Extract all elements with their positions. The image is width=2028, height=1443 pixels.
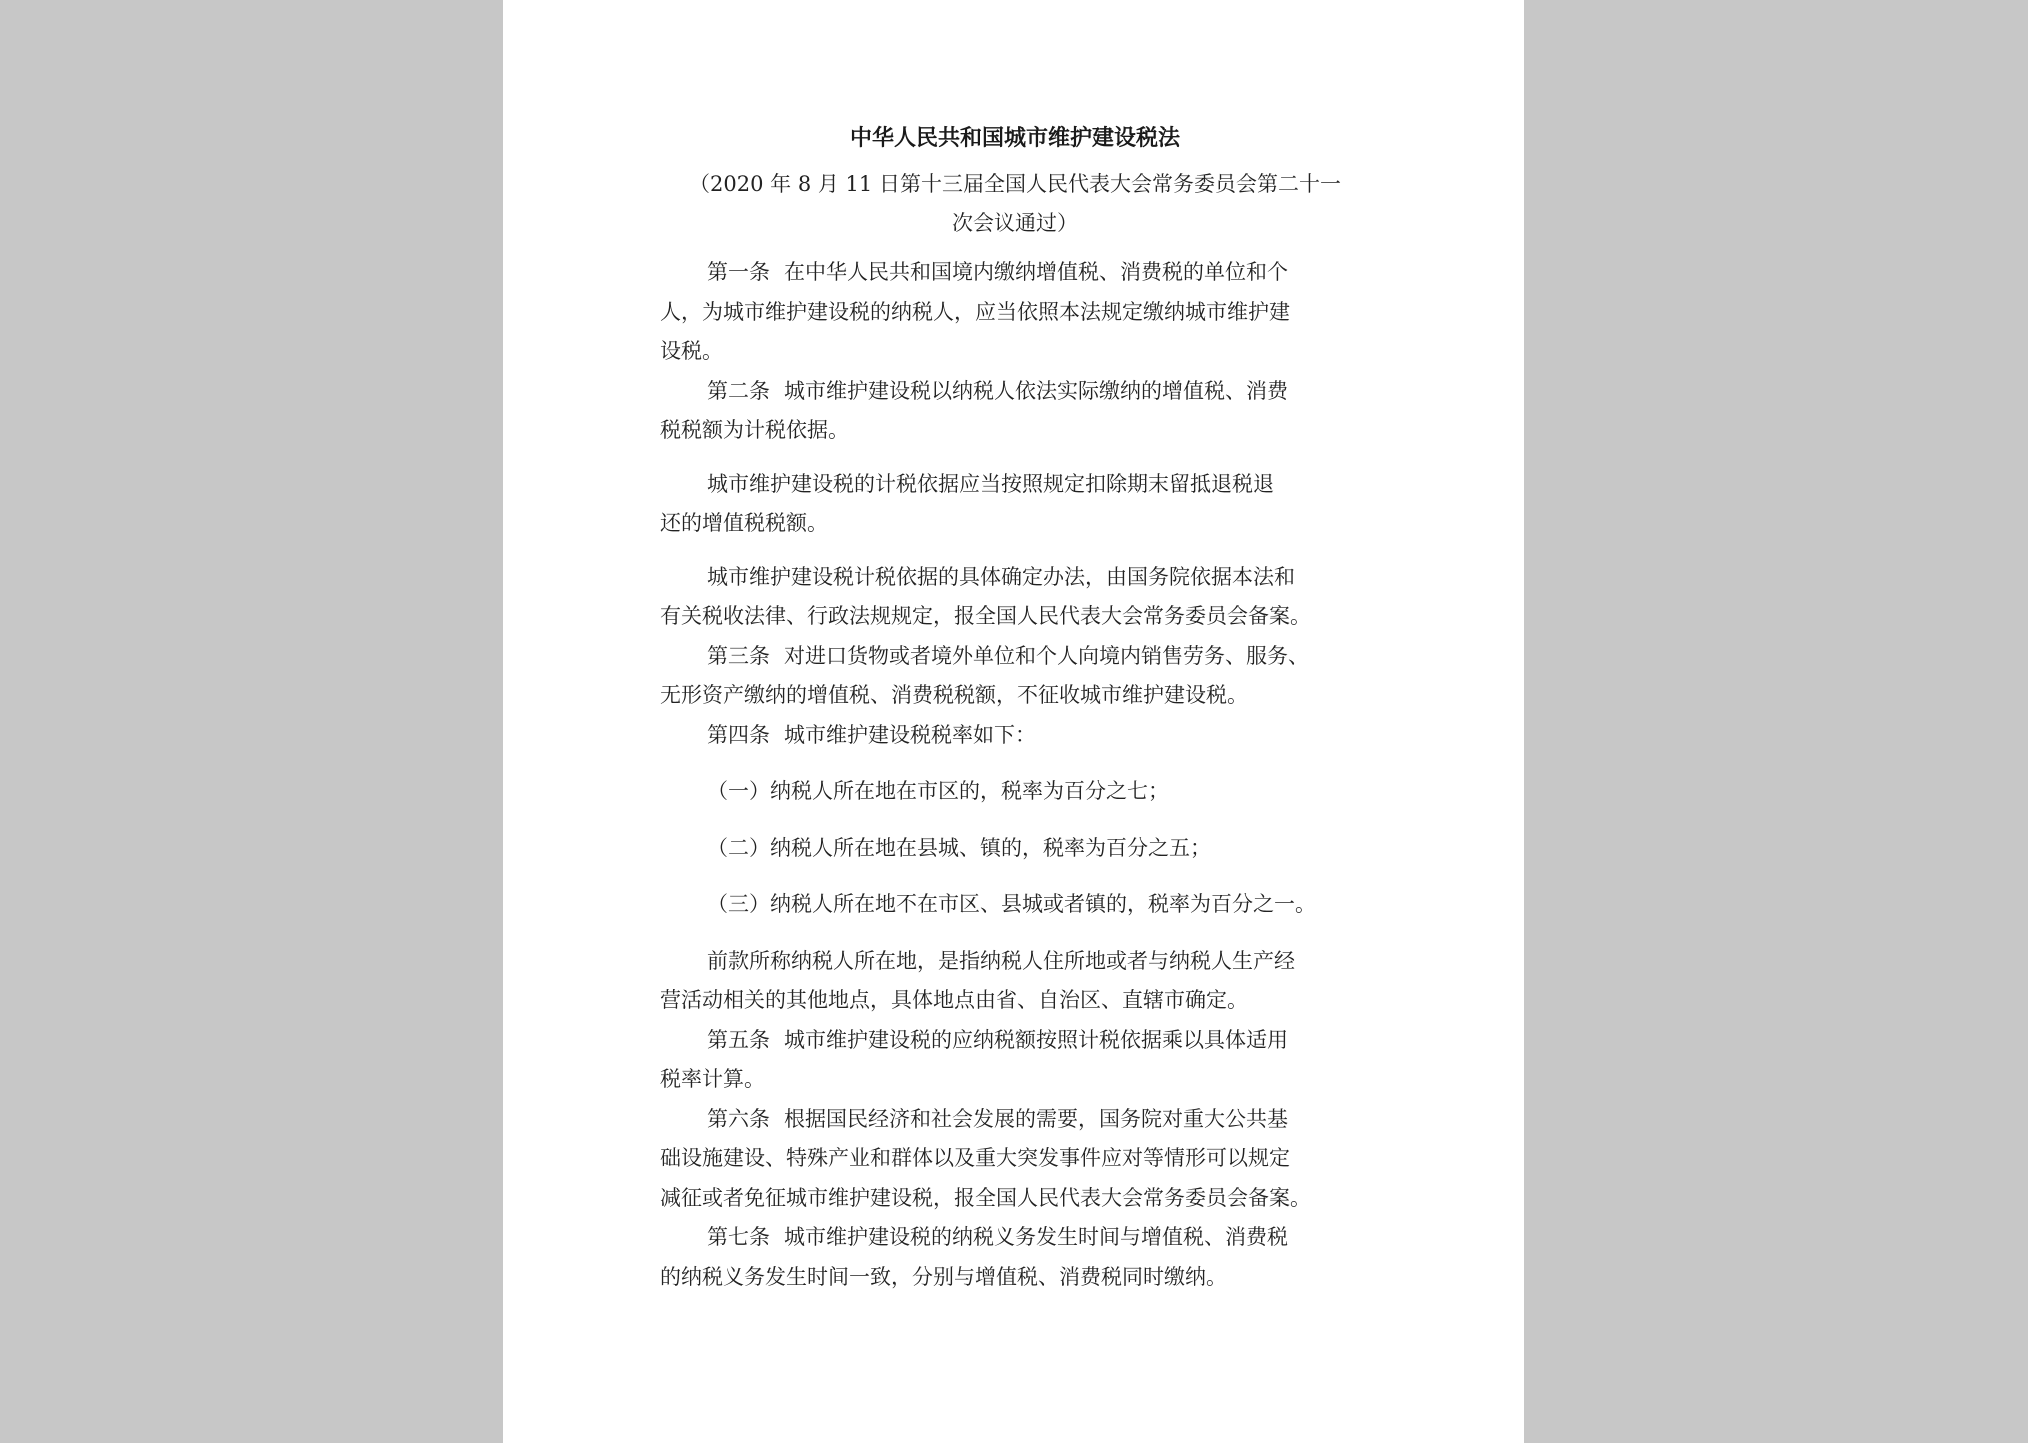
article-2-paragraph-2: [660, 465, 1370, 544]
paragraph-line: 人，为城市维护建设税的纳税人，应当依照本法规定缴纳城市维护建: [660, 299, 1290, 324]
paragraph-line: 第五条 城市维护建设税的应纳税额按照计税依据乘以具体适用: [707, 1027, 1288, 1052]
paragraph-line: 设税。: [660, 339, 723, 363]
paragraph-line: 第二条 城市维护建设税以纳税人依法实际缴纳的增值税、消费: [707, 378, 1288, 403]
paragraph-line: 税税额为计税依据。: [660, 418, 849, 442]
paragraph-line: 的纳税义务发生时间一致，分别与增值税、消费税同时缴纳。: [660, 1264, 1227, 1289]
paragraph-line: 无形资产缴纳的增值税、消费税税额，不征收城市维护建设税。: [660, 683, 1248, 707]
paragraph-line: （二）纳税人所在地在县城、镇的，税率为百分之五；: [707, 835, 1211, 860]
paragraph-line: 减征或者免征城市维护建设税，报全国人民代表大会常务委员会备案。: [660, 1185, 1311, 1210]
article-number: 第一条: [707, 260, 770, 284]
article-1: [660, 253, 1370, 372]
article-number: 第三条: [707, 643, 770, 668]
article-3: [660, 637, 1370, 716]
document-title: 中华人民共和国城市维护建设税法: [849, 125, 1180, 151]
paragraph-line: 城市维护建设税的计税依据应当按照规定扣除期末留抵退税退: [707, 471, 1274, 496]
article-number: 第四条: [707, 722, 770, 747]
paragraph-line: 前款所称纳税人所在地，是指纳税人住所地或者与纳税人生产经: [707, 948, 1295, 973]
subtitle-line: （2020 年 8 月 11 日第十三届全国人民代表大会常务委员会第二十一: [689, 172, 1341, 196]
article-4: [660, 716, 1370, 756]
article-number: 第七条: [707, 1225, 770, 1249]
rate-item-1: [660, 772, 1370, 812]
article-number: 第五条: [707, 1027, 770, 1052]
paragraph-line: 还的增值税税额。: [660, 511, 828, 535]
document-subtitle: [660, 165, 1370, 243]
rate-item-2: [660, 829, 1370, 869]
document-page: [503, 0, 1524, 1443]
article-2-paragraph-3: [660, 558, 1370, 637]
paragraph-line: 税率计算。: [660, 1067, 765, 1091]
paragraph-line: 城市维护建设税计税依据的具体确定办法，由国务院依据本法和: [707, 564, 1295, 589]
paragraph-line: 第四条 城市维护建设税税率如下：: [707, 722, 1036, 747]
article-4-paragraph-2: [660, 942, 1370, 1021]
page-content: [660, 123, 1370, 1297]
article-number: 第六条: [707, 1106, 770, 1131]
article-5: [660, 1021, 1370, 1100]
paragraph-line: 础设施建设、特殊产业和群体以及重大突发事件应对等情形可以规定: [660, 1146, 1290, 1170]
paragraph-line: 第三条 对进口货物或者境外单位和个人向境内销售劳务、服务、: [707, 643, 1309, 668]
paragraph-line: （一）纳税人所在地在市区的，税率为百分之七；: [707, 779, 1169, 803]
article-2: [660, 372, 1370, 451]
paragraph-line: 第七条 城市维护建设税的纳税义务发生时间与增值税、消费税: [707, 1225, 1288, 1249]
paragraph-line: 第一条 在中华人民共和国境内缴纳增值税、消费税的单位和个: [707, 260, 1288, 284]
article-number: 第二条: [707, 378, 770, 403]
paragraph-line: 营活动相关的其他地点，具体地点由省、自治区、直辖市确定。: [660, 988, 1248, 1012]
rate-item-3: [660, 885, 1370, 925]
subtitle-line: 次会议通过）: [952, 211, 1078, 235]
paragraph-line: 第六条 根据国民经济和社会发展的需要，国务院对重大公共基: [707, 1106, 1288, 1131]
paragraph-line: 有关税收法律、行政法规规定，报全国人民代表大会常务委员会备案。: [660, 604, 1311, 628]
paragraph-line: （三）纳税人所在地不在市区、县城或者镇的，税率为百分之一。: [707, 892, 1316, 916]
article-6: [660, 1100, 1370, 1219]
article-7: [660, 1218, 1370, 1297]
